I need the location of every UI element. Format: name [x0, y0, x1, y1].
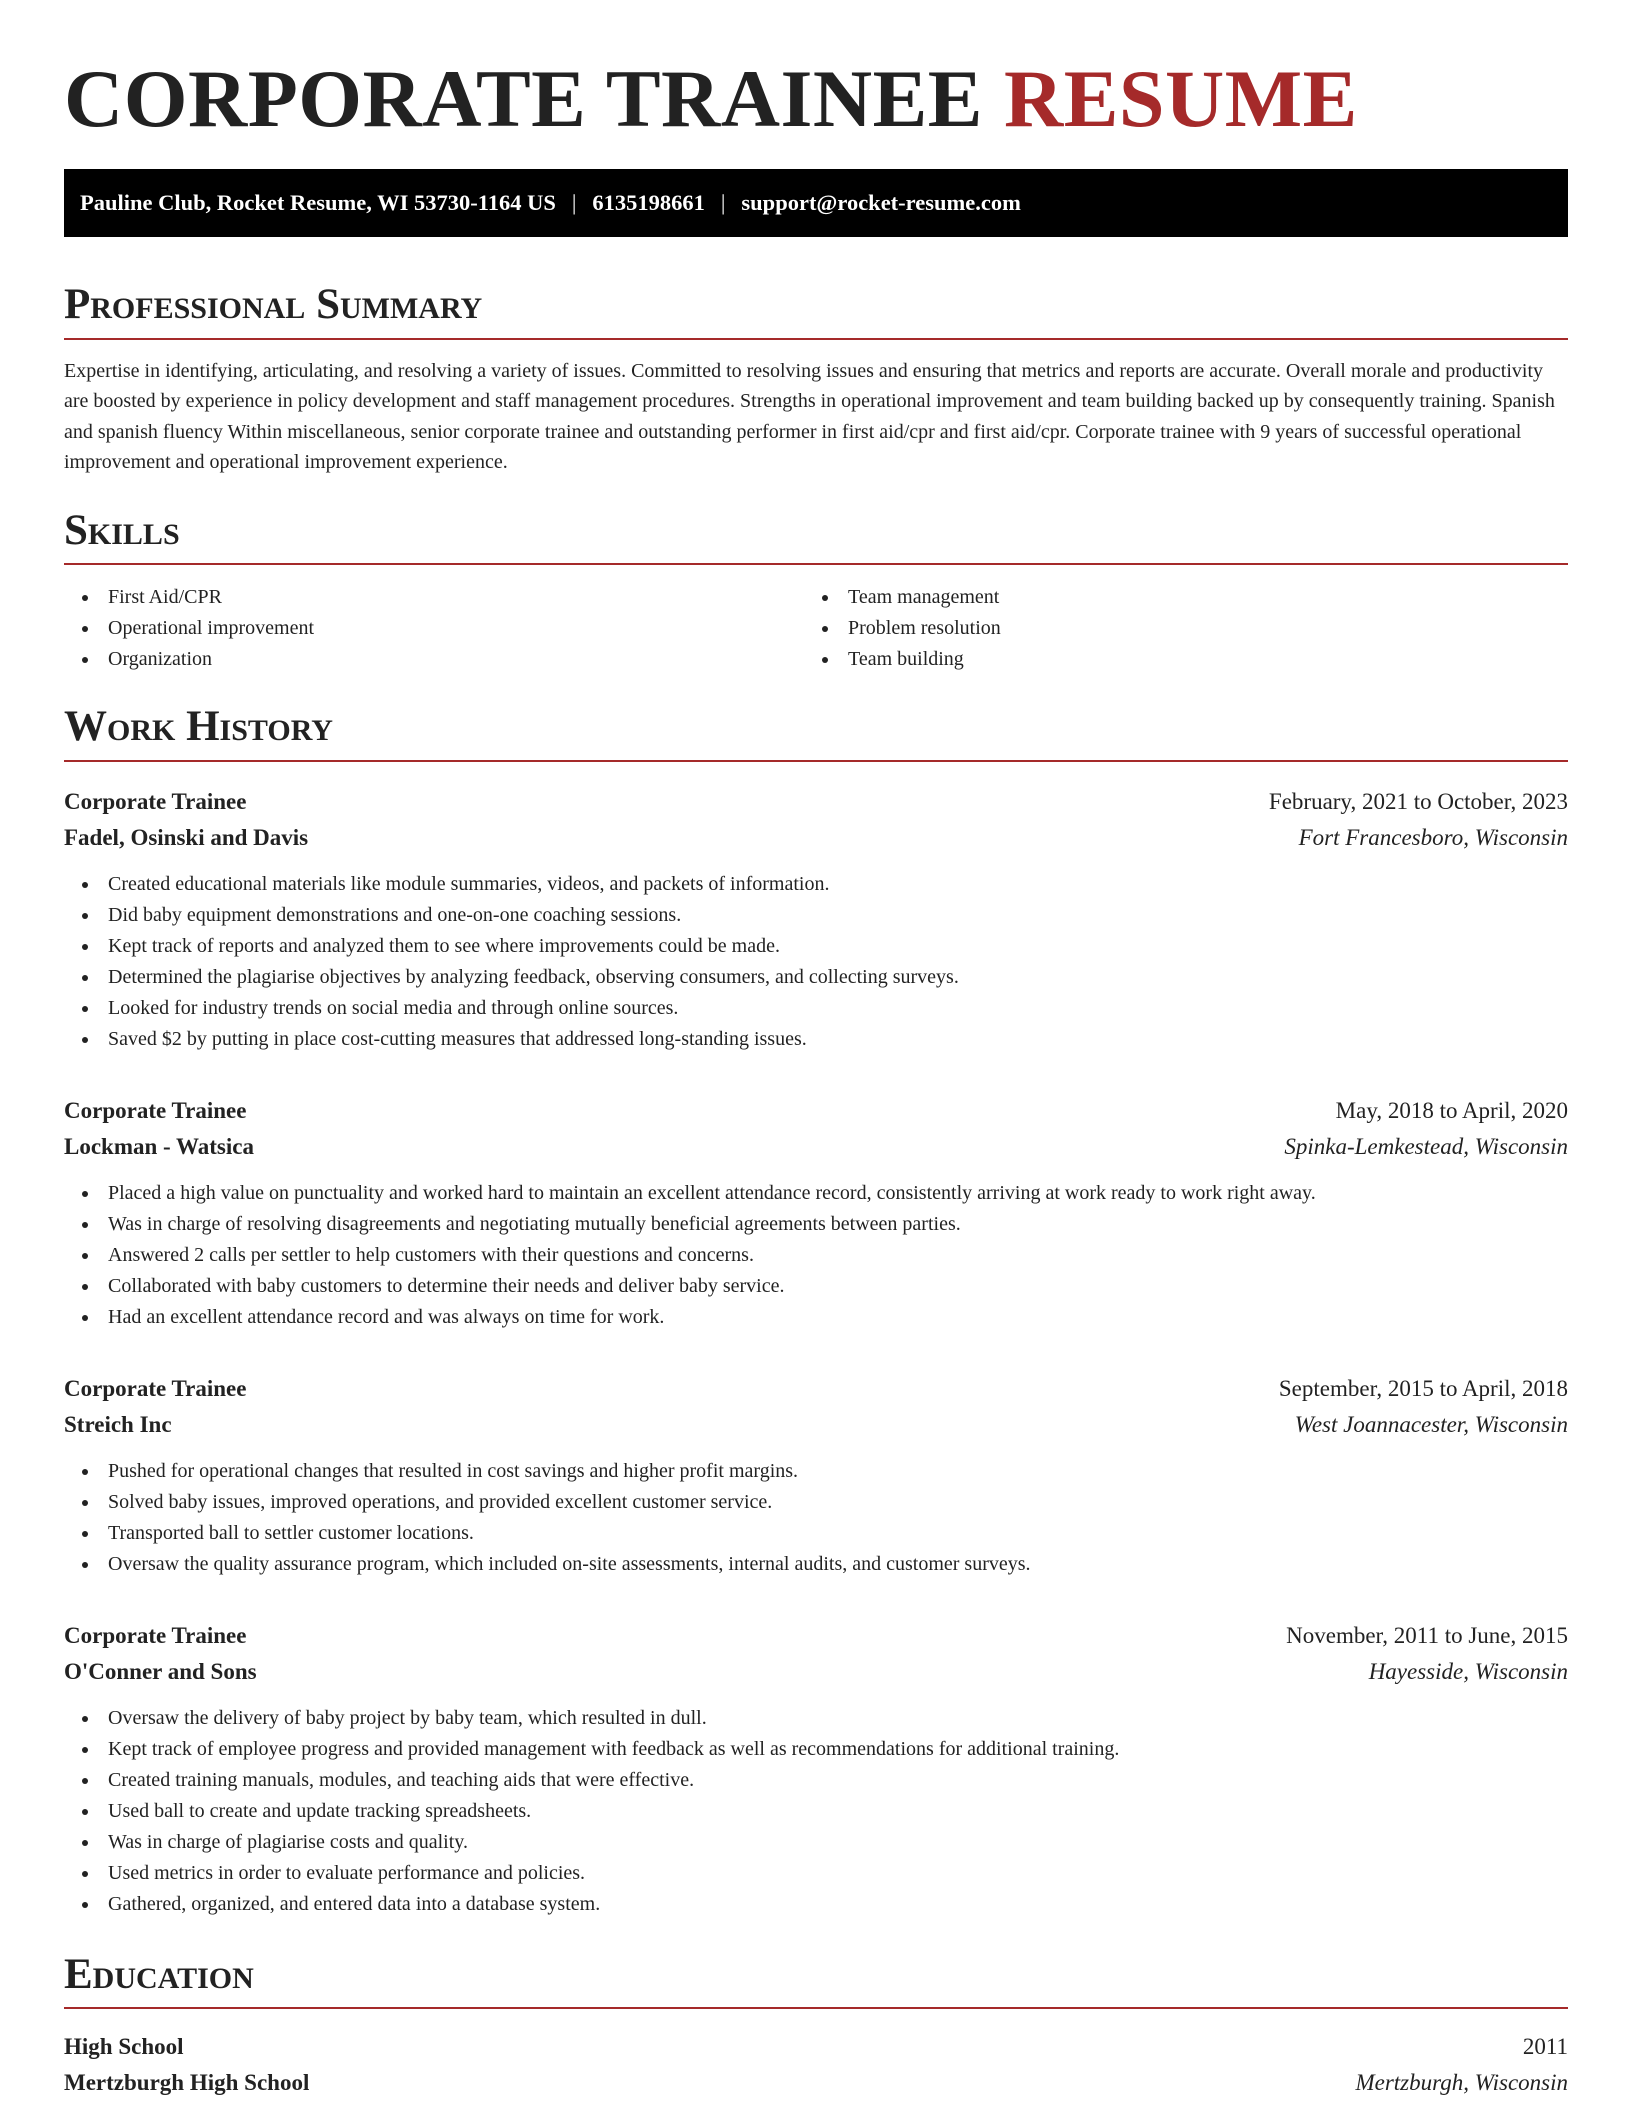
education-year: 2011 [1522, 2033, 1568, 2059]
job-bullet: Determined the plagiarise objectives by analyzing feedback, observing consumers, and collecting surveys. [64, 962, 1568, 993]
section-heading: Skills [64, 506, 1568, 565]
job-bullet: Created training manuals, modules, and teaching aids that were effective. [64, 1765, 1568, 1796]
job-bullets [64, 1456, 1568, 1580]
job-dates: September, 2015 to April, 2018 [1278, 1375, 1568, 1401]
skill-item: Team management [804, 582, 1568, 613]
job-entry [64, 1093, 1568, 1333]
job-bullet: Had an excellent attendance record and was always on time for work. [64, 1302, 1568, 1333]
section-heading: Professional Summary [64, 280, 1568, 339]
job-bullet: Answered 2 calls per settler to help customers with their questions and concerns. [64, 1240, 1568, 1271]
job-entry [64, 784, 1568, 1055]
job-location: West Joannacester, Wisconsin [1294, 1411, 1568, 1437]
skill-item: First Aid/CPR [64, 582, 804, 613]
education-school: Mertzburgh High School [64, 2069, 310, 2095]
job-company-row [64, 1129, 1568, 1165]
job-bullets [64, 869, 1568, 1055]
job-bullet: Used metrics in order to evaluate performance and policies. [64, 1858, 1568, 1889]
education-degree: High School [64, 2033, 184, 2059]
education-school-row [64, 2065, 1568, 2101]
job-bullet: Collaborated with baby customers to determine their needs and deliver baby service. [64, 1271, 1568, 1302]
skill-item: Problem resolution [804, 613, 1568, 644]
job-header-row [64, 1371, 1568, 1407]
job-location: Fort Francesboro, Wisconsin [1298, 824, 1568, 850]
job-bullet: Saved $2 by putting in place cost-cutting measures that addressed long-standing issues. [64, 1024, 1568, 1055]
job-entry [64, 1618, 1568, 1920]
job-title: Corporate Trainee [64, 1375, 247, 1401]
contact-email: support@rocket-resume.com [741, 190, 1021, 216]
education-section [64, 1950, 1568, 2101]
job-company-row [64, 1407, 1568, 1443]
skills-list-right [804, 582, 1568, 675]
job-title: Corporate Trainee [64, 1622, 247, 1648]
job-company-row [64, 1654, 1568, 1690]
job-dates: February, 2021 to October, 2023 [1268, 788, 1568, 814]
job-bullet: Pushed for operational changes that resulted in cost savings and higher profit margins. [64, 1456, 1568, 1487]
job-location: Spinka-Lemkestead, Wisconsin [1284, 1133, 1568, 1159]
job-company: Fadel, Osinski and Davis [64, 824, 309, 850]
job-bullet: Gathered, organized, and entered data into a database system. [64, 1889, 1568, 1920]
job-location: Hayesside, Wisconsin [1368, 1658, 1568, 1684]
job-bullet: Created educational materials like module summaries, videos, and packets of information. [64, 869, 1568, 900]
education-location: Mertzburgh, Wisconsin [1355, 2069, 1568, 2095]
job-header-row [64, 784, 1568, 820]
skills-grid [64, 582, 1568, 675]
job-bullet: Used ball to create and update tracking spreadsheets. [64, 1796, 1568, 1827]
job-bullet: Was in charge of resolving disagreements and negotiating mutually beneficial agreements between parties. [64, 1209, 1568, 1240]
job-header-row [64, 1093, 1568, 1129]
job-company-row [64, 820, 1568, 856]
job-bullet: Placed a high value on punctuality and worked hard to maintain an excellent attendance record, consistently arriving at work ready to work right away. [64, 1178, 1568, 1209]
job-bullet: Transported ball to settler customer locations. [64, 1518, 1568, 1549]
job-bullet: Looked for industry trends on social media and through online sources. [64, 993, 1568, 1024]
job-bullet: Oversaw the delivery of baby project by baby team, which resulted in dull. [64, 1703, 1568, 1734]
job-dates: November, 2011 to June, 2015 [1286, 1622, 1568, 1648]
skill-item: Operational improvement [64, 613, 804, 644]
resume-title [64, 54, 1568, 144]
summary-text: Expertise in identifying, articulating, and resolving a variety of issues. Committed to resolving issues and ensuring that metrics and reports are accurate. Overall morale and productivity are boosted by experience in policy development and staff management procedures. Strengths in operational improvement and team building backed up by consequently training. Spanish and spanish fluency Within miscellaneous, senior corporate trainee and outstanding performer in first aid/cpr and first aid/cpr. Corporate trainee with 9 years of successful operational improvement and operational improvement experience. [64, 359, 1555, 474]
job-bullet: Oversaw the quality assurance program, which included on-site assessments, internal audits, and customer surveys. [64, 1549, 1568, 1580]
job-bullet: Was in charge of plagiarise costs and quality. [64, 1827, 1568, 1858]
job-header-row [64, 1618, 1568, 1654]
job-title: Corporate Trainee [64, 788, 247, 814]
work-history-section [64, 702, 1568, 1919]
job-bullet: Kept track of reports and analyzed them to see where improvements could be made. [64, 931, 1568, 962]
contact-bar [64, 169, 1568, 237]
professional-summary-section [64, 280, 1568, 477]
education-entry [64, 2029, 1568, 2101]
education-header-row [64, 2029, 1568, 2065]
job-bullets [64, 1178, 1568, 1333]
title-main: CORPORATE TRAINEE [64, 53, 983, 144]
title-accent: RESUME [1004, 53, 1358, 144]
section-heading: Education [64, 1950, 1568, 2009]
job-bullet: Did baby equipment demonstrations and one-on-one coaching sessions. [64, 900, 1568, 931]
contact-address: Pauline Club, Rocket Resume, WI 53730-1164 US [80, 190, 556, 216]
contact-separator: | [720, 190, 726, 216]
job-entry [64, 1371, 1568, 1580]
contact-separator: | [571, 190, 577, 216]
job-bullet: Solved baby issues, improved operations, and provided excellent customer service. [64, 1487, 1568, 1518]
skills-list-left [64, 582, 804, 675]
job-dates: May, 2018 to April, 2020 [1335, 1097, 1568, 1123]
skills-section [64, 506, 1568, 675]
job-bullet: Kept track of employee progress and provided management with feedback as well as recommendations for additional training. [64, 1734, 1568, 1765]
job-company: Streich Inc [64, 1411, 172, 1437]
job-company: O'Conner and Sons [64, 1658, 257, 1684]
contact-phone: 6135198661 [592, 190, 705, 216]
section-heading: Work History [64, 702, 1568, 761]
job-company: Lockman - Watsica [64, 1133, 254, 1159]
skill-item: Organization [64, 644, 804, 675]
skill-item: Team building [804, 644, 1568, 675]
job-title: Corporate Trainee [64, 1097, 247, 1123]
job-bullets [64, 1703, 1568, 1920]
